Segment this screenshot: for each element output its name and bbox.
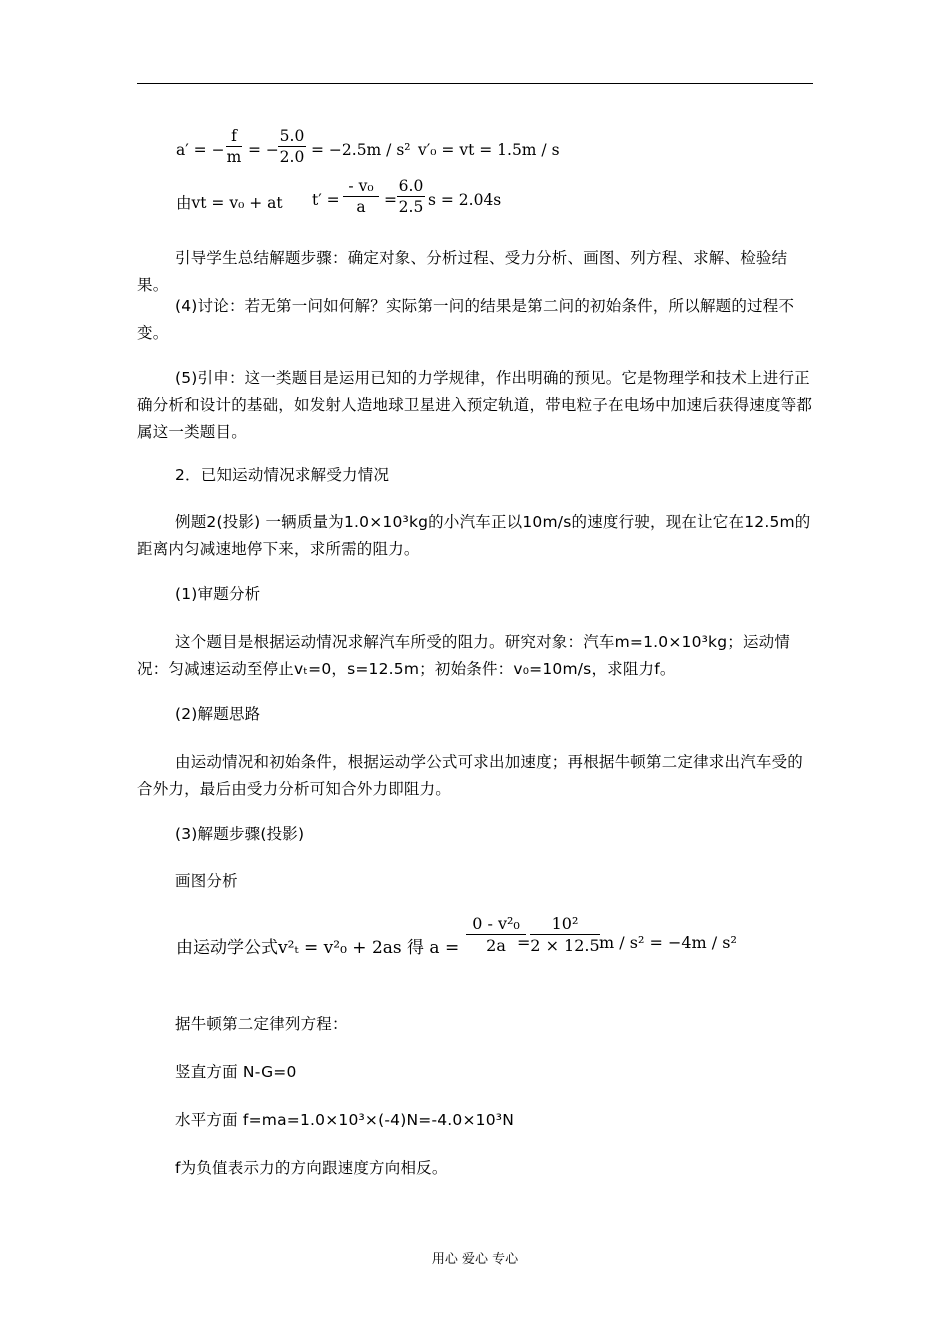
paragraph-summary: 引导学生总结解题步骤：确定对象、分析过程、受力分析、画图、列方程、求解、检验结果。 <box>137 249 788 294</box>
fraction-bar <box>343 196 379 197</box>
paragraph-draw: 画图分析 <box>175 872 238 890</box>
eq1-f1-numerator: f <box>231 127 237 145</box>
paragraph-example-2: 例题2(投影) 一辆质量为1.0×10³kg的小汽车正以10m/s的速度行驶，现在让它在12.5m的距离内匀减速地停下来，求所需的阻力。 <box>137 513 811 558</box>
eq3-fraction-2 <box>530 914 600 955</box>
paragraph-newton: 据牛顿第二定律列方程： <box>175 1015 348 1033</box>
header-rule <box>137 83 813 84</box>
subheading-approach: (2)解题思路 <box>175 705 261 723</box>
eq3-lhs: 由运动学公式v²ₜ = v²₀ + 2as 得 a = <box>176 938 460 958</box>
page-footer: 用心 爱心 专心 <box>431 1252 519 1267</box>
fraction-bar <box>226 146 242 147</box>
eq1-f1-denominator: m <box>226 148 242 166</box>
eq2-f1-numerator: - v₀ <box>348 177 374 195</box>
fraction-bar <box>530 934 600 935</box>
eq3-f1-denominator: 2a <box>486 936 506 955</box>
paragraph-horizontal: 水平方面 f=ma=1.0×10³×(-4)N=-4.0×10³N <box>175 1111 515 1129</box>
eq1-f2-denominator: 2.0 <box>279 148 305 166</box>
eq1-mid: = − <box>248 141 279 159</box>
paragraph-extension: (5)引申：这一类题目是运用已知的力学规律，作出明确的预见。它是物理学和技术上进行正确分析和设计的基础，如发射人造地球卫星进入预定轨道，带电粒子在电场中加速后获得速度等都属这一类题目。 <box>137 369 813 441</box>
fraction-bar <box>397 196 425 197</box>
paragraph-discussion: (4)讨论：若无第一问如何解？实际第一问的结果是第二问的初始条件，所以解题的过程不变。 <box>137 297 795 342</box>
paragraph-analysis: 这个题目是根据运动情况求解汽车所受的阻力。研究对象：汽车m=1.0×10³kg；运动情况：匀减速运动至停止vₜ=0，s=12.5m；初始条件：v₀=10m/s，求阻力f。 <box>137 633 791 678</box>
eq2-t-part: t′ = <box>312 191 340 209</box>
eq2-f2-numerator: 6.0 <box>398 177 424 195</box>
eq2-f1-denominator: a <box>356 198 366 216</box>
paragraph-approach: 由运动情况和初始条件，根据运动学公式可求出加速度；再根据牛顿第二定律求出汽车受的合外力，最后由受力分析可知合外力即阻力。 <box>137 753 804 798</box>
eq3-f2-denominator: 2 × 12.5 <box>530 936 600 955</box>
eq1-lhs: a′ = − <box>176 141 225 159</box>
eq2-fraction-1 <box>343 177 379 216</box>
eq3-mid: = <box>517 933 531 952</box>
eq3-f1-numerator: 0 - v²₀ <box>472 914 520 933</box>
eq2-lhs: 由vt = v₀ + at <box>176 194 283 212</box>
subheading-steps: (3)解题步骤(投影) <box>175 825 305 843</box>
eq1-fraction-2 <box>278 127 306 166</box>
eq2-fraction-2 <box>397 177 425 216</box>
paragraph-conclusion: f为负值表示力的方向跟速度方向相反。 <box>175 1159 448 1177</box>
subheading-analysis: (1)审题分析 <box>175 585 261 603</box>
eq3-rhs: m / s² = −4m / s² <box>599 933 737 952</box>
section-heading-2: 2．已知运动情况求解受力情况 <box>175 466 390 484</box>
eq1-velocity: v′₀ = vt = 1.5m / s <box>418 141 560 159</box>
eq2-f2-denominator: 2.5 <box>398 198 424 216</box>
eq1-rhs: = −2.5m / s² <box>311 141 411 159</box>
eq1-fraction-1 <box>226 127 242 166</box>
eq1-f2-numerator: 5.0 <box>279 127 305 145</box>
fraction-bar <box>278 146 306 147</box>
eq2-rhs: s = 2.04s <box>428 191 502 209</box>
eq3-f2-numerator: 10² <box>551 914 579 933</box>
eq2-mid: = <box>384 191 397 209</box>
paragraph-vertical: 竖直方面 N-G=0 <box>175 1063 297 1081</box>
